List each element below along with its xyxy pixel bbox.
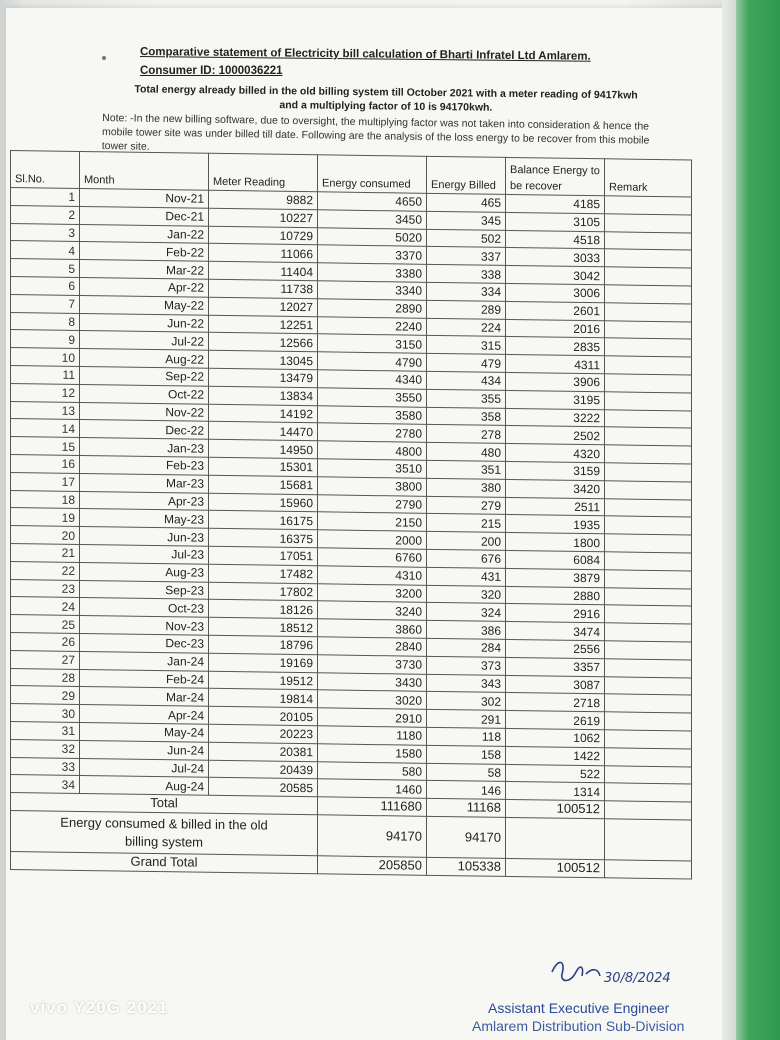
header-month: Month — [80, 151, 209, 190]
energy-consumed-cell: 3340 — [318, 281, 427, 300]
meter-reading-cell: 15960 — [209, 493, 318, 512]
sl-cell: 25 — [11, 615, 80, 634]
sl-cell: 5 — [11, 259, 80, 278]
energy-billed-cell: 434 — [427, 371, 506, 390]
consumer-id: Consumer ID: 1000036221 — [140, 65, 283, 77]
month-cell: Apr-23 — [80, 491, 209, 511]
energy-billed-cell: 291 — [427, 709, 506, 728]
energy-billed-cell: 315 — [427, 336, 506, 355]
month-cell: Apr-24 — [80, 705, 209, 725]
total-billed: 11168 — [427, 798, 506, 817]
meter-reading-cell: 19169 — [209, 653, 318, 672]
old-system-label-line-1: Energy consumed & billed in the old — [60, 814, 268, 833]
sl-cell: 1 — [11, 188, 80, 207]
sl-cell: 10 — [11, 348, 80, 367]
month-cell: Mar-22 — [80, 260, 209, 280]
signature-date: 30/8/2024 — [604, 971, 671, 986]
remark-cell — [605, 374, 692, 393]
energy-billed-cell: 355 — [427, 389, 506, 408]
sl-cell: 16 — [11, 454, 80, 473]
meter-reading-cell: 11404 — [209, 261, 318, 280]
energy-consumed-cell: 2150 — [318, 512, 427, 531]
energy-billed-cell: 215 — [427, 514, 506, 533]
balance-energy-cell: 3879 — [506, 568, 605, 587]
month-cell: Feb-22 — [80, 242, 209, 262]
sl-cell: 9 — [11, 330, 80, 349]
meter-reading-cell: 9882 — [209, 190, 318, 209]
month-cell: Jun-24 — [80, 740, 209, 760]
meter-reading-cell: 19512 — [209, 671, 318, 690]
remark-cell — [605, 730, 692, 749]
month-cell: Sep-23 — [80, 580, 209, 600]
energy-consumed-cell: 5020 — [318, 227, 427, 246]
remark-cell — [605, 587, 692, 606]
sl-cell: 14 — [11, 419, 80, 438]
month-cell: Oct-23 — [80, 598, 209, 618]
energy-consumed-cell: 4340 — [318, 370, 427, 389]
energy-billed-cell: 58 — [427, 763, 506, 782]
month-cell: Aug-24 — [80, 776, 209, 796]
balance-energy-cell: 4311 — [506, 355, 605, 374]
month-cell: Feb-24 — [80, 669, 209, 689]
balance-energy-cell: 2880 — [506, 586, 605, 605]
sl-cell: 17 — [11, 472, 80, 491]
energy-consumed-cell: 1580 — [318, 743, 427, 762]
total-label: Total — [11, 793, 318, 815]
month-cell: May-22 — [80, 295, 209, 315]
sl-cell: 4 — [11, 241, 80, 260]
remark-cell — [605, 249, 692, 268]
sl-cell: 12 — [11, 383, 80, 402]
energy-consumed-cell: 2240 — [318, 316, 427, 335]
balance-energy-cell: 1062 — [506, 728, 605, 747]
month-cell: Jul-22 — [80, 331, 209, 351]
total-balance: 100512 — [506, 800, 605, 819]
energy-billed-cell: 158 — [427, 745, 506, 764]
energy-consumed-cell: 1180 — [318, 726, 427, 745]
meter-reading-cell: 12251 — [209, 315, 318, 334]
billing-table — [10, 150, 692, 879]
sl-cell: 2 — [11, 205, 80, 224]
meter-reading-cell: 20585 — [209, 778, 318, 797]
energy-billed-cell: 676 — [427, 549, 506, 568]
header-billed: Energy Billed — [427, 156, 506, 194]
sl-cell: 33 — [11, 757, 80, 776]
remark-cell — [605, 676, 692, 695]
meter-reading-cell: 18512 — [209, 617, 318, 636]
energy-consumed-cell: 2000 — [318, 530, 427, 549]
energy-consumed-cell: 3150 — [318, 334, 427, 353]
energy-consumed-cell: 4790 — [318, 352, 427, 371]
meter-reading-cell: 20439 — [209, 760, 318, 779]
balance-energy-cell: 3042 — [506, 266, 605, 285]
sl-cell: 27 — [11, 650, 80, 669]
month-cell: Sep-22 — [80, 366, 209, 386]
balance-energy-cell: 3357 — [506, 657, 605, 676]
sl-cell: 3 — [11, 223, 80, 242]
balance-energy-cell: 2511 — [506, 497, 605, 516]
balance-energy-cell: 4185 — [506, 194, 605, 213]
grand-total-balance: 100512 — [506, 858, 605, 877]
remark-cell — [605, 765, 692, 784]
note-text: Note: -In the new billing software, due to oversight, the multiplying factor was not taken into consideration & hence the mobile tower site was under billed till date. Following are the analysis of the loss energy to be recover from this mobile tower site. — [101, 112, 650, 153]
energy-billed-cell: 373 — [427, 656, 506, 675]
meter-reading-cell: 12027 — [209, 297, 318, 316]
meter-reading-cell: 20381 — [209, 742, 318, 761]
energy-consumed-cell: 2840 — [318, 637, 427, 656]
energy-billed-cell: 324 — [427, 603, 506, 622]
meter-reading-cell: 14192 — [209, 404, 318, 423]
balance-energy-cell: 2016 — [506, 319, 605, 338]
energy-consumed-cell: 3860 — [318, 619, 427, 638]
remark-cell — [605, 356, 692, 375]
remark-cell — [605, 534, 692, 553]
remark-cell — [605, 196, 692, 215]
remark-cell — [605, 481, 692, 500]
month-cell: Jan-23 — [80, 438, 209, 458]
energy-billed-cell: 351 — [427, 460, 506, 479]
month-cell: Mar-24 — [80, 687, 209, 707]
month-cell: Apr-22 — [80, 277, 209, 297]
energy-billed-cell: 345 — [427, 211, 506, 230]
energy-consumed-cell: 3550 — [318, 388, 427, 407]
sl-cell: 7 — [11, 294, 80, 313]
remark-cell — [605, 445, 692, 464]
remark-cell — [605, 712, 692, 731]
meter-reading-cell: 13045 — [209, 350, 318, 369]
remark-cell — [605, 267, 692, 286]
meter-reading-cell: 10227 — [209, 208, 318, 227]
balance-energy-cell: 2502 — [506, 426, 605, 445]
energy-consumed-cell: 4650 — [318, 192, 427, 211]
old-system-consumed: 94170 — [318, 815, 427, 858]
punch-mark — [102, 56, 106, 60]
meter-reading-cell: 17802 — [209, 582, 318, 601]
sl-cell: 32 — [11, 739, 80, 758]
old-system-remark — [605, 819, 692, 861]
energy-billed-cell: 278 — [427, 425, 506, 444]
remark-cell — [605, 605, 692, 624]
meter-reading-cell: 17051 — [209, 546, 318, 565]
balance-energy-cell: 6084 — [506, 550, 605, 569]
energy-billed-cell: 338 — [427, 265, 506, 284]
remark-cell — [605, 214, 692, 233]
month-cell: Jun-23 — [80, 527, 209, 547]
old-system-label-line-2: billing system — [124, 833, 204, 850]
balance-energy-cell: 3222 — [506, 408, 605, 427]
month-cell: May-23 — [80, 509, 209, 529]
energy-consumed-cell: 3730 — [318, 655, 427, 674]
balance-energy-cell: 3087 — [506, 675, 605, 694]
old-system-balance — [506, 817, 605, 859]
remark-cell — [605, 552, 692, 571]
meter-reading-cell: 20105 — [209, 706, 318, 725]
sl-cell: 30 — [11, 704, 80, 723]
signatory-designation: Assistant Executive Engineer — [488, 1000, 670, 1016]
energy-consumed-cell: 3240 — [318, 601, 427, 620]
energy-billed-cell: 320 — [427, 585, 506, 604]
remark-cell — [605, 303, 692, 322]
remark-cell — [605, 409, 692, 428]
energy-consumed-cell: 6760 — [318, 548, 427, 567]
meter-reading-cell: 19814 — [209, 689, 318, 708]
energy-billed-cell: 146 — [427, 781, 506, 800]
energy-billed-cell: 502 — [427, 229, 506, 248]
remark-cell — [605, 694, 692, 713]
balance-energy-cell: 2601 — [506, 301, 605, 320]
energy-consumed-cell: 2790 — [318, 494, 427, 513]
remark-cell — [605, 641, 692, 660]
month-cell: Jun-22 — [80, 313, 209, 333]
balance-energy-cell: 1935 — [506, 515, 605, 534]
meter-reading-cell: 17482 — [209, 564, 318, 583]
total-remark — [605, 801, 692, 820]
balance-energy-cell: 2619 — [506, 711, 605, 730]
month-cell: Oct-22 — [80, 384, 209, 404]
sl-cell: 19 — [11, 508, 80, 527]
sl-cell: 15 — [11, 437, 80, 456]
signatory-division: Amlarem Distribution Sub-Division — [472, 1018, 685, 1034]
balance-energy-cell: 522 — [506, 764, 605, 783]
energy-consumed-cell: 3510 — [318, 459, 427, 478]
energy-consumed-cell: 1460 — [318, 779, 427, 798]
sl-cell: 8 — [11, 312, 80, 331]
remark-cell — [605, 338, 692, 357]
sl-cell: 29 — [11, 686, 80, 705]
meter-reading-cell: 13479 — [209, 368, 318, 387]
balance-energy-cell: 3105 — [506, 212, 605, 231]
sl-cell: 13 — [11, 401, 80, 420]
month-cell: Nov-23 — [80, 616, 209, 636]
grand-total-consumed: 205850 — [318, 856, 427, 875]
sl-cell: 26 — [11, 632, 80, 651]
remark-cell — [605, 516, 692, 535]
energy-billed-cell: 380 — [427, 478, 506, 497]
energy-consumed-cell: 2780 — [318, 423, 427, 442]
remark-cell — [605, 623, 692, 642]
energy-consumed-cell: 2890 — [318, 299, 427, 318]
energy-billed-cell: 289 — [427, 300, 506, 319]
meter-reading-cell: 14950 — [209, 439, 318, 458]
grand-total-label: Grand Total — [11, 851, 318, 873]
energy-consumed-cell: 3430 — [318, 672, 427, 691]
remark-cell — [605, 285, 692, 304]
header-consumed: Energy consumed — [318, 155, 427, 194]
sl-cell: 18 — [11, 490, 80, 509]
meter-reading-cell: 14470 — [209, 422, 318, 441]
meter-reading-cell: 10729 — [209, 226, 318, 245]
meter-reading-cell: 11066 — [209, 244, 318, 263]
sl-cell: 21 — [11, 543, 80, 562]
energy-consumed-cell: 3380 — [318, 263, 427, 282]
energy-consumed-cell: 4800 — [318, 441, 427, 460]
meter-reading-cell: 11738 — [209, 279, 318, 298]
month-cell: Mar-23 — [80, 473, 209, 493]
header-remark: Remark — [605, 159, 692, 197]
remark-cell — [605, 748, 692, 767]
remark-cell — [605, 231, 692, 250]
sl-cell: 6 — [11, 276, 80, 295]
grand-total-remark — [605, 860, 692, 879]
balance-energy-cell: 2718 — [506, 693, 605, 712]
balance-energy-cell: 3159 — [506, 461, 605, 480]
energy-billed-cell: 279 — [427, 496, 506, 515]
summary-line-2: and a multiplying factor of 10 is 94170kwh. — [279, 99, 493, 114]
balance-energy-cell: 4320 — [506, 444, 605, 463]
remark-cell — [605, 392, 692, 411]
balance-energy-cell: 3474 — [506, 622, 605, 641]
energy-consumed-cell: 3800 — [318, 477, 427, 496]
old-system-billed: 94170 — [427, 816, 506, 858]
balance-energy-cell: 1422 — [506, 746, 605, 765]
balance-energy-cell: 2835 — [506, 337, 605, 356]
energy-billed-cell: 480 — [427, 442, 506, 461]
balance-energy-cell: 2556 — [506, 639, 605, 658]
remark-cell — [605, 570, 692, 589]
sl-cell: 34 — [11, 775, 80, 794]
energy-consumed-cell: 3200 — [318, 583, 427, 602]
balance-energy-cell: 3906 — [506, 372, 605, 391]
meter-reading-cell: 20223 — [209, 724, 318, 743]
energy-consumed-cell: 2910 — [318, 708, 427, 727]
energy-billed-cell: 200 — [427, 531, 506, 550]
energy-consumed-cell: 580 — [318, 761, 427, 780]
energy-consumed-cell: 4310 — [318, 566, 427, 585]
sl-cell: 23 — [11, 579, 80, 598]
total-consumed: 111680 — [318, 797, 427, 816]
grand-total-billed: 105338 — [427, 857, 506, 876]
remark-cell — [605, 783, 692, 802]
month-cell: May-24 — [80, 722, 209, 742]
balance-energy-cell: 4518 — [506, 230, 605, 249]
remark-cell — [605, 463, 692, 482]
signature-image — [548, 954, 698, 990]
header-balance: Balance Energy to be recover — [506, 157, 605, 195]
energy-consumed-cell: 3020 — [318, 690, 427, 709]
month-cell: Aug-22 — [80, 349, 209, 369]
balance-energy-cell: 2916 — [506, 604, 605, 623]
remark-cell — [605, 427, 692, 446]
remark-cell — [605, 498, 692, 517]
month-cell: Dec-22 — [80, 420, 209, 440]
energy-billed-cell: 224 — [427, 318, 506, 337]
sl-cell: 28 — [11, 668, 80, 687]
month-cell: Jan-22 — [80, 224, 209, 244]
meter-reading-cell: 16375 — [209, 528, 318, 547]
month-cell: Feb-23 — [80, 455, 209, 475]
energy-billed-cell: 431 — [427, 567, 506, 586]
meter-reading-cell: 13834 — [209, 386, 318, 405]
remark-cell — [605, 659, 692, 678]
meter-reading-cell: 18126 — [209, 600, 318, 619]
balance-energy-cell: 3033 — [506, 248, 605, 267]
energy-billed-cell: 358 — [427, 407, 506, 426]
sl-cell: 11 — [11, 365, 80, 384]
energy-billed-cell: 386 — [427, 620, 506, 639]
balance-energy-cell: 3420 — [506, 479, 605, 498]
summary-line-1: Total energy already billed in the old billing system till October 2021 with a meter reading of 9417kwh — [134, 83, 638, 102]
balance-energy-cell: 1800 — [506, 533, 605, 552]
energy-billed-cell: 465 — [427, 193, 506, 212]
meter-reading-cell: 15301 — [209, 457, 318, 476]
sl-cell: 22 — [11, 561, 80, 580]
energy-consumed-cell: 3370 — [318, 245, 427, 264]
energy-billed-cell: 302 — [427, 692, 506, 711]
month-cell: Nov-22 — [80, 402, 209, 422]
month-cell: Jul-24 — [80, 758, 209, 778]
document-title: Comparative statement of Electricity bill calculation of Bharti Infratel Ltd Amlarem. — [139, 46, 591, 63]
energy-consumed-cell: 3450 — [318, 210, 427, 229]
month-cell: Dec-21 — [80, 206, 209, 226]
month-cell: Jan-24 — [80, 651, 209, 671]
month-cell: Jul-23 — [80, 544, 209, 564]
header-sl: Sl.No. — [11, 151, 80, 189]
month-cell: Dec-23 — [80, 633, 209, 653]
energy-billed-cell: 118 — [427, 727, 506, 746]
meter-reading-cell: 18796 — [209, 635, 318, 654]
balance-energy-cell: 3006 — [506, 283, 605, 302]
remark-cell — [605, 320, 692, 339]
sl-cell: 20 — [11, 526, 80, 545]
meter-reading-cell: 15681 — [209, 475, 318, 494]
energy-billed-cell: 343 — [427, 674, 506, 693]
meter-reading-cell: 12566 — [209, 333, 318, 352]
old-system-label — [11, 810, 318, 855]
balance-energy-cell: 1314 — [506, 782, 605, 801]
month-cell: Nov-21 — [80, 188, 209, 208]
meter-reading-cell: 16175 — [209, 511, 318, 530]
energy-billed-cell: 284 — [427, 638, 506, 657]
energy-billed-cell: 479 — [427, 353, 506, 372]
energy-billed-cell: 337 — [427, 247, 506, 266]
header-meter: Meter Reading — [209, 153, 318, 192]
sl-cell: 31 — [11, 721, 80, 740]
month-cell: Aug-23 — [80, 562, 209, 582]
energy-billed-cell: 334 — [427, 282, 506, 301]
camera-watermark: vivo Y20G 2021 — [30, 998, 169, 1017]
sl-cell: 24 — [11, 597, 80, 616]
page-edge — [722, 0, 736, 1040]
balance-energy-cell: 3195 — [506, 390, 605, 409]
energy-consumed-cell: 3580 — [318, 405, 427, 424]
